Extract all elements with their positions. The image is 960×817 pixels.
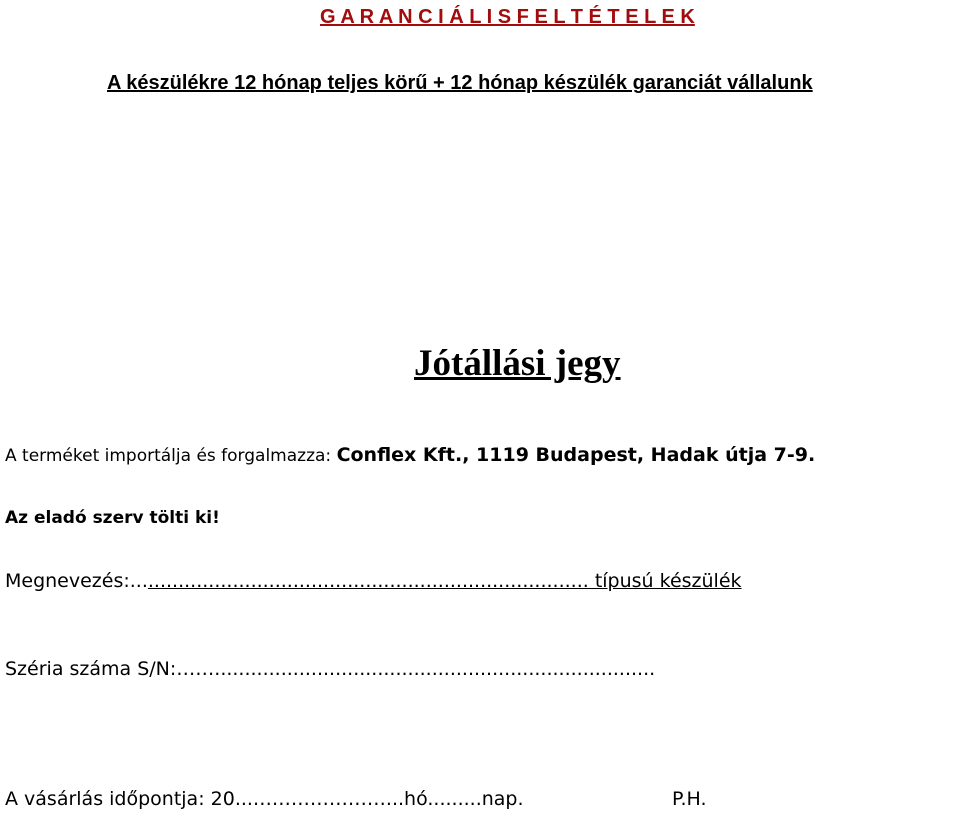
page-header-title: G A R A N C I Á L I S F E L T É T E L E K bbox=[320, 6, 695, 28]
serial-number-field: Széria száma S/N:……......................................................................... bbox=[5, 658, 656, 680]
product-name-label: Megnevezés:... bbox=[5, 570, 148, 592]
product-name-blank: ......................................................................... típusú készülék bbox=[147, 570, 742, 592]
stamp-placeholder: P.H. bbox=[672, 788, 707, 810]
seller-note: Az eladó szerv tölti ki! bbox=[5, 508, 220, 528]
importer-line bbox=[5, 444, 815, 466]
warranty-card-title: Jótállási jegy bbox=[414, 343, 621, 384]
product-name-field bbox=[5, 570, 742, 592]
warranty-subtitle: A készülékre 12 hónap teljes körű + 12 hónap készülék garanciát vállalunk bbox=[107, 72, 813, 94]
importer-label: A terméket importálja és forgalmazza: bbox=[5, 446, 337, 466]
purchase-date-field: A vásárlás időpontja: 20...…………………...hó.........nap. bbox=[5, 788, 524, 810]
importer-company: Conflex Kft., 1119 Budapest, Hadak útja 7-9. bbox=[336, 444, 816, 466]
